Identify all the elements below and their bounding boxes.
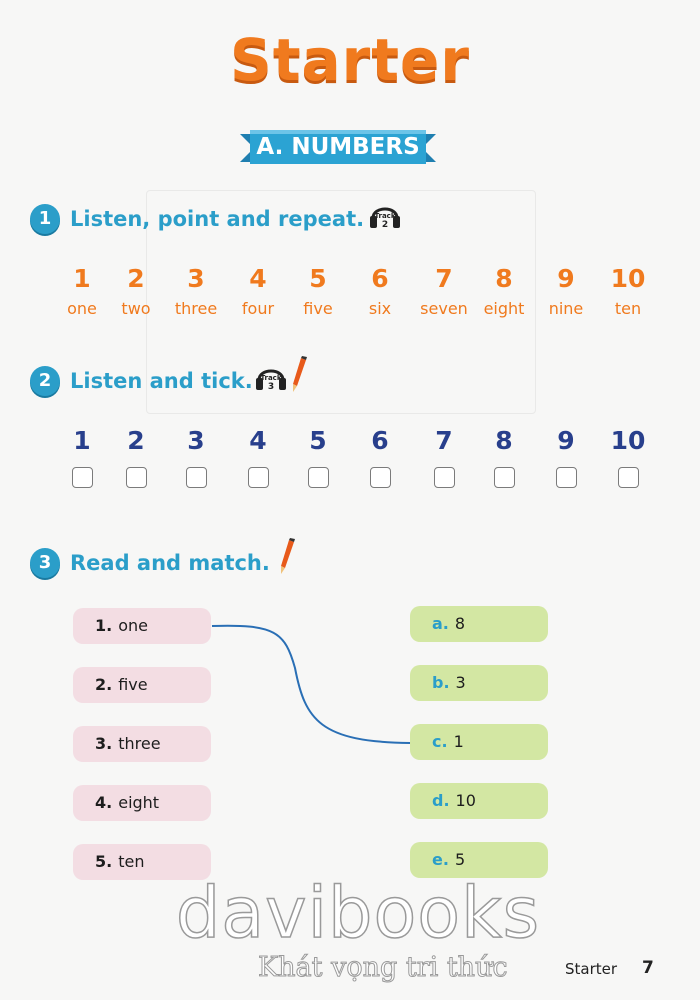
match-left-item[interactable]: 2. five: [73, 667, 211, 703]
number-card: 6 six: [368, 264, 392, 318]
tick-item: 2: [106, 426, 166, 488]
number-card: 7 seven: [420, 264, 468, 318]
tick-item: 6: [350, 426, 410, 488]
exercise-instruction: Listen and tick.: [70, 369, 253, 393]
number-card: 4 four: [241, 264, 275, 318]
match-right-item[interactable]: b. 3: [410, 665, 548, 701]
number-card: 2 two: [121, 264, 151, 318]
match-right-item[interactable]: d. 10: [410, 783, 548, 819]
footer-label: Starter: [565, 960, 618, 978]
svg-text:Track: Track: [374, 212, 396, 220]
tick-item: 1: [52, 426, 112, 488]
number-card: 3 three: [174, 264, 218, 318]
tick-item: 8: [474, 426, 534, 488]
tick-item: 7: [414, 426, 474, 488]
match-left-item[interactable]: 4. eight: [73, 785, 211, 821]
watermark-tagline: Khát vọng tri thức: [258, 952, 508, 983]
svg-text:3: 3: [267, 382, 275, 392]
exercise-number: 3: [30, 548, 60, 578]
tick-item: 3: [166, 426, 226, 488]
number-card: 1 one: [67, 264, 97, 318]
match-left-item[interactable]: 1. one: [73, 608, 211, 644]
watermark-brand: davibooks: [175, 872, 541, 954]
number-card: 8 eight: [483, 264, 525, 318]
exercise-number: 2: [30, 366, 60, 396]
tick-item: 5: [288, 426, 348, 488]
match-right-item[interactable]: c. 1: [410, 724, 548, 760]
match-left-item[interactable]: 5. ten: [73, 844, 211, 880]
tick-item: 4: [228, 426, 288, 488]
number-card: 10 ten: [610, 264, 646, 318]
svg-text:Track: Track: [260, 374, 282, 382]
exercise-instruction: Read and match.: [70, 551, 270, 575]
section-title: A. NUMBERS: [256, 134, 420, 160]
svg-text:2: 2: [381, 220, 389, 230]
exercise-number: 1: [30, 204, 60, 234]
match-right-item[interactable]: a. 8: [410, 606, 548, 642]
page-number: 7: [642, 958, 654, 978]
match-right-item[interactable]: e. 5: [410, 842, 548, 878]
tick-item: 10: [598, 426, 658, 488]
number-card: 9 nine: [548, 264, 584, 318]
match-left-item[interactable]: 3. three: [73, 726, 211, 762]
page-title: Starter: [230, 26, 470, 94]
number-card: 5 five: [303, 264, 333, 318]
tick-item: 9: [536, 426, 596, 488]
exercise-instruction: Listen, point and repeat.: [70, 207, 365, 231]
